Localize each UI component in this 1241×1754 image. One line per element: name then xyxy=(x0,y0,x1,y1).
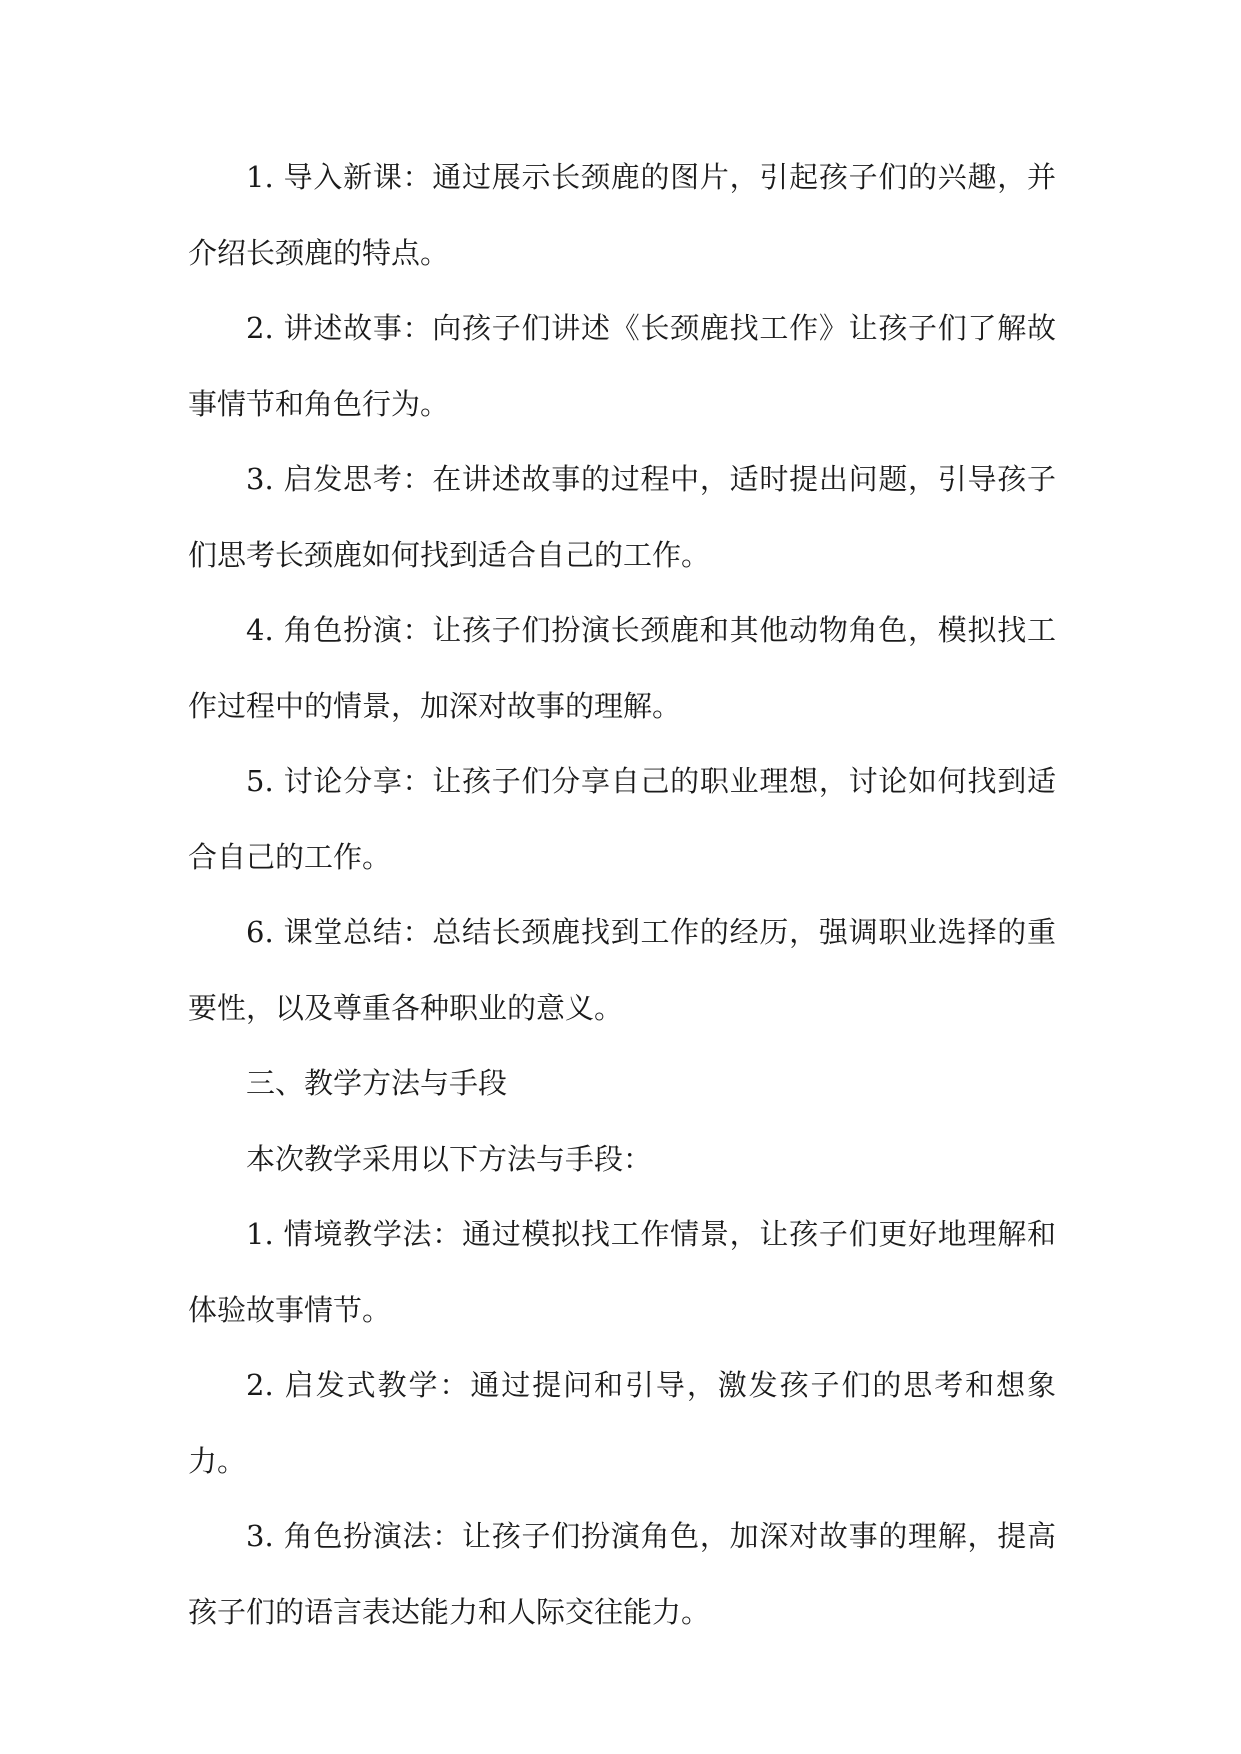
paragraph-method-2: 2. 启发式教学：通过提问和引导，激发孩子们的思考和想象力。 xyxy=(188,1368,1056,1478)
section-heading-methods: 三、教学方法与手段 xyxy=(246,1066,508,1100)
paragraph-step-4: 4. 角色扮演：让孩子们扮演长颈鹿和其他动物角色，模拟找工作过程中的情景，加深对故事的理解。 xyxy=(188,613,1056,723)
paragraph-step-6: 6. 课堂总结：总结长颈鹿找到工作的经历，强调职业选择的重要性，以及尊重各种职业的意义。 xyxy=(188,915,1056,1025)
paragraph-step-2: 2. 讲述故事：向孩子们讲述《长颈鹿找工作》让孩子们了解故事情节和角色行为。 xyxy=(188,311,1056,421)
paragraph-methods-intro: 本次教学采用以下方法与手段： xyxy=(246,1141,653,1176)
document-body xyxy=(188,140,1056,1650)
paragraph-method-1: 1. 情境教学法：通过模拟找工作情景，让孩子们更好地理解和体验故事情节。 xyxy=(188,1217,1056,1327)
paragraph-step-1: 1. 导入新课：通过展示长颈鹿的图片，引起孩子们的兴趣，并介绍长颈鹿的特点。 xyxy=(188,160,1056,270)
paragraph-step-3: 3. 启发思考：在讲述故事的过程中，适时提出问题，引导孩子们思考长颈鹿如何找到适合自己的工作。 xyxy=(188,462,1056,572)
paragraph-step-5: 5. 讨论分享：让孩子们分享自己的职业理想，讨论如何找到适合自己的工作。 xyxy=(188,764,1056,874)
paragraph-method-3: 3. 角色扮演法：让孩子们扮演角色，加深对故事的理解，提高孩子们的语言表达能力和人际交往能力。 xyxy=(188,1519,1056,1629)
